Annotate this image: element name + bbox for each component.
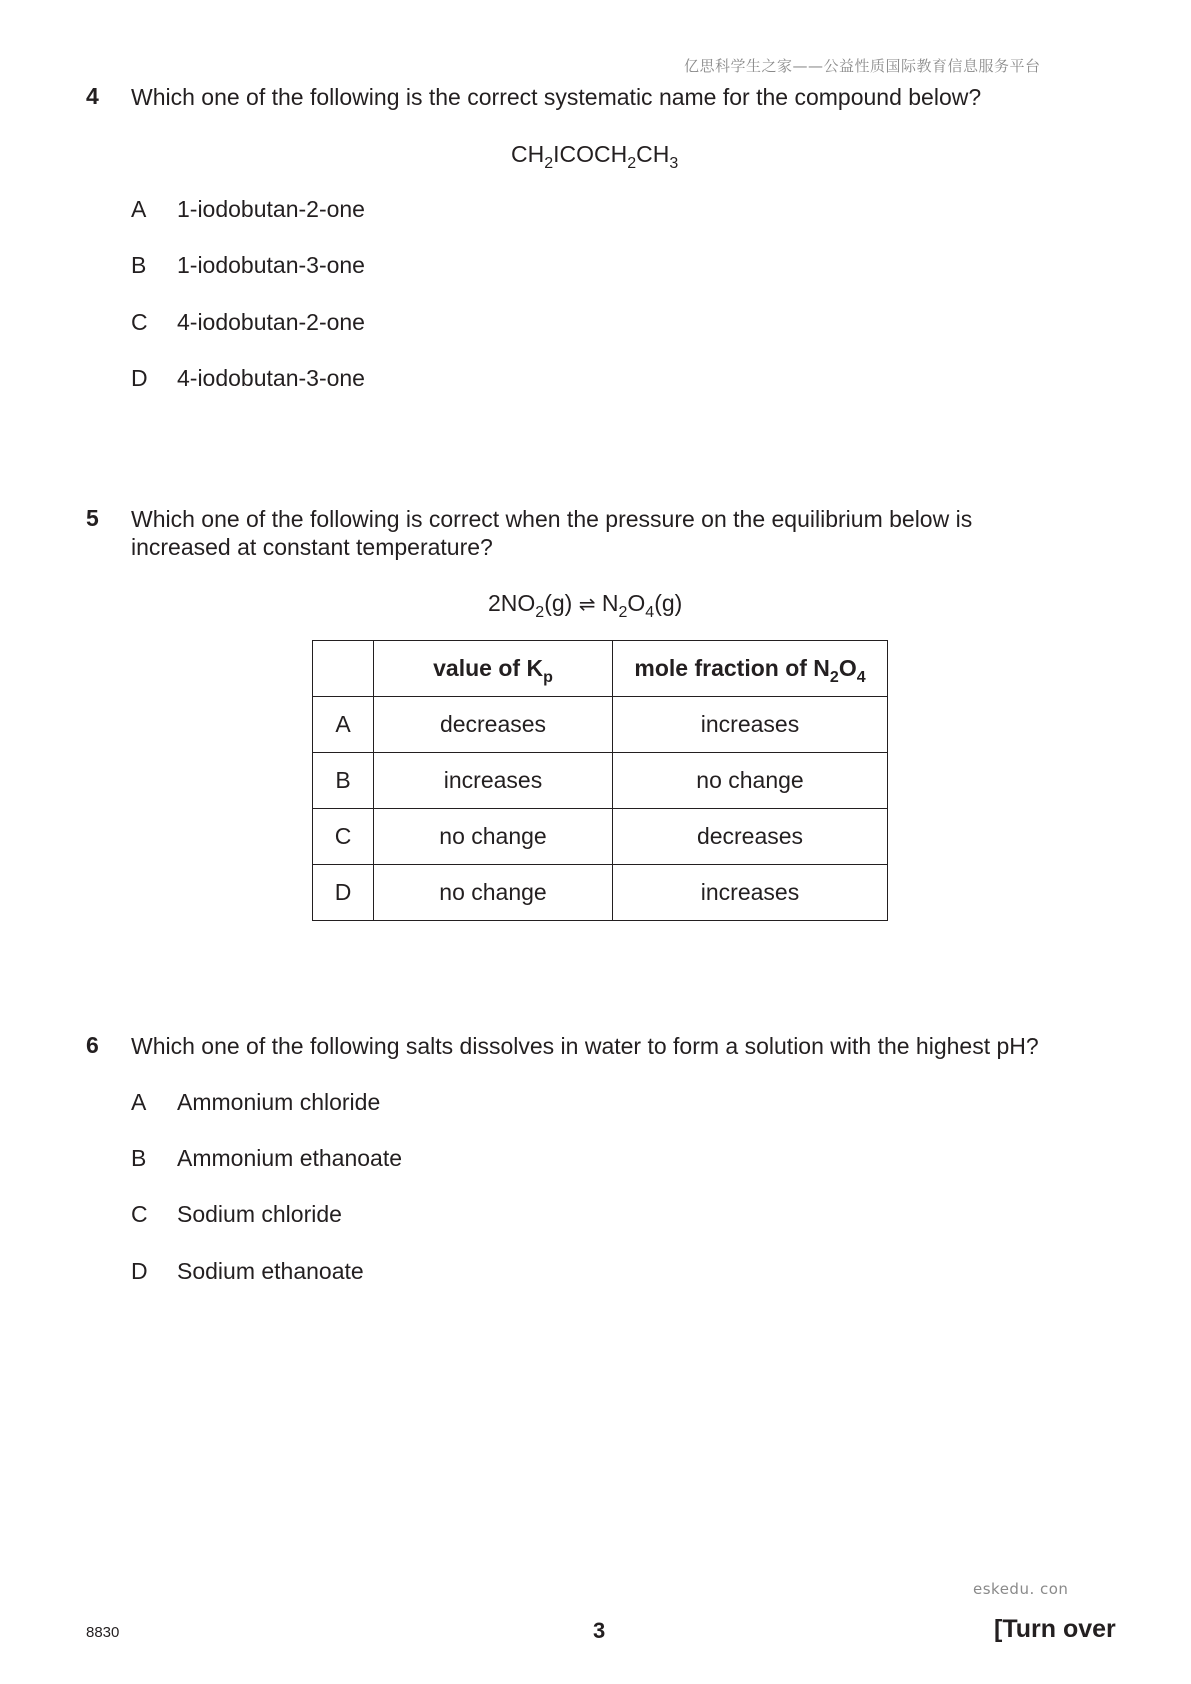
q6-option-a-text: Ammonium chloride bbox=[177, 1089, 381, 1115]
table-row bbox=[313, 809, 888, 865]
table-cell-letter: A bbox=[313, 697, 374, 753]
q4-option-a-text: 1-iodobutan-2-one bbox=[177, 196, 365, 222]
table-cell-letter: C bbox=[313, 809, 374, 865]
paper-code: 8830 bbox=[86, 1624, 120, 1641]
q4-option-b-text: 1-iodobutan-3-one bbox=[177, 252, 365, 278]
question-6-number: 6 bbox=[86, 1032, 99, 1058]
q4-option-b-letter: B bbox=[131, 252, 147, 278]
question-5-text: Which one of the following is correct when the pressure on the equilibrium below is increased at constant temperature? bbox=[131, 506, 973, 560]
table-cell-letter: B bbox=[313, 753, 374, 809]
turn-over-label: [Turn over bbox=[994, 1615, 1116, 1643]
question-4-text: Which one of the following is the correct systematic name for the compound below? bbox=[131, 84, 982, 110]
watermark-bottom: eskedu. con bbox=[973, 1580, 1069, 1598]
table-header-row bbox=[313, 641, 888, 697]
q4-option-a-letter: A bbox=[131, 196, 147, 222]
table-cell-letter: D bbox=[313, 865, 374, 921]
q6-option-b-letter: B bbox=[131, 1145, 147, 1171]
table-header-blank bbox=[313, 641, 374, 697]
q6-option-c-text: Sodium chloride bbox=[177, 1201, 342, 1227]
table-cell-mole-fraction: no change bbox=[613, 753, 888, 809]
table-cell-kp: no change bbox=[374, 865, 613, 921]
q6-option-c-letter: C bbox=[131, 1201, 148, 1227]
watermark-top: 亿思科学生之家——公益性质国际教育信息服务平台 bbox=[684, 57, 1041, 75]
table-row bbox=[313, 697, 888, 753]
q6-option-b-text: Ammonium ethanoate bbox=[177, 1145, 403, 1171]
q4-option-d-text: 4-iodobutan-3-one bbox=[177, 365, 365, 391]
q4-option-c-letter: C bbox=[131, 309, 148, 335]
q6-option-d-letter: D bbox=[131, 1258, 148, 1284]
question-4-number: 4 bbox=[86, 83, 99, 109]
q6-option-a-letter: A bbox=[131, 1089, 147, 1115]
table-cell-mole-fraction: increases bbox=[613, 865, 888, 921]
table-row bbox=[313, 865, 888, 921]
question-5-number: 5 bbox=[86, 505, 99, 531]
question-5-equation: $2NO_2(g)$ ⇌ $N_2O_4(g)$ bbox=[488, 590, 683, 621]
question-6-text: Which one of the following salts dissolves in water to form a solution with the highest pH? bbox=[131, 1033, 1039, 1059]
table-cell-kp: decreases bbox=[374, 697, 613, 753]
equilibrium-arrow-icon: ⇌ bbox=[578, 592, 596, 616]
table-header-mole-fraction: mole fraction of $N_2O_4$ bbox=[613, 641, 888, 697]
q4-option-d-letter: D bbox=[131, 365, 148, 391]
table-cell-kp: increases bbox=[374, 753, 613, 809]
q6-option-d-text: Sodium ethanoate bbox=[177, 1258, 364, 1284]
question-4-formula: $CH_2ICOCH_2CH_3$ bbox=[511, 141, 679, 172]
table-cell-mole-fraction: decreases bbox=[613, 809, 888, 865]
table-cell-mole-fraction: increases bbox=[613, 697, 888, 753]
q4-option-c-text: 4-iodobutan-2-one bbox=[177, 309, 365, 335]
question-5-answer-table bbox=[312, 640, 888, 921]
page-number: 3 bbox=[593, 1618, 606, 1643]
table-cell-kp: no change bbox=[374, 809, 613, 865]
table-row bbox=[313, 753, 888, 809]
table-header-kp: value of $K_p$ bbox=[374, 641, 613, 697]
